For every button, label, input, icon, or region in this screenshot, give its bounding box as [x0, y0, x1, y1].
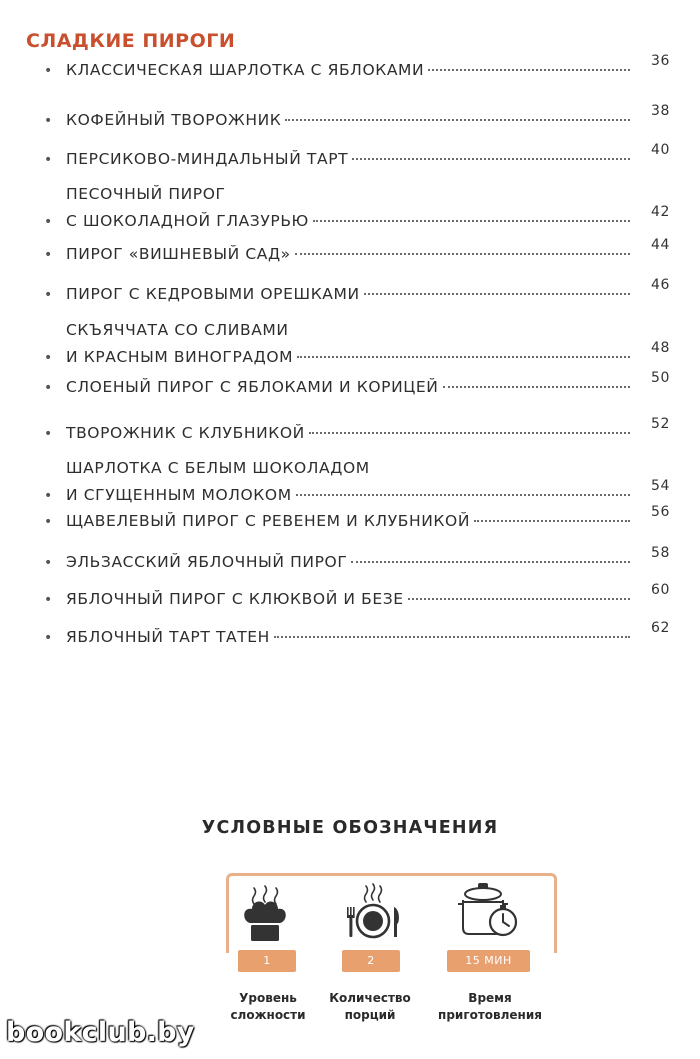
legend-badge: 2 — [342, 950, 400, 972]
toc-entry-title: ЯБЛОЧНЫЙ ПИРОГ С КЛЮКВОЙ И БЕЗЕ — [66, 590, 404, 608]
dot-leader — [352, 158, 630, 160]
toc-entry-title: И КРАСНЫМ ВИНОГРАДОМ — [66, 348, 294, 366]
pot-timer-icon — [455, 880, 527, 946]
bullet-icon: • — [44, 426, 53, 442]
toc-entry-title: ПИРОГ «ВИШНЕВЫЙ САД» — [66, 245, 291, 263]
page-number: 60 — [650, 582, 670, 598]
toc-entry-title: КЛАССИЧЕСКАЯ ШАРЛОТКА С ЯБЛОКАМИ — [66, 61, 425, 79]
legend-badge: 15 МИН — [447, 950, 530, 972]
dot-leader — [351, 561, 630, 563]
bullet-icon: • — [44, 380, 53, 396]
toc-entry-title: ПЕСОЧНЫЙ ПИРОГ — [66, 185, 226, 203]
dot-leader — [428, 69, 630, 71]
dot-leader — [408, 598, 630, 600]
bullet-icon: • — [44, 214, 53, 230]
toc-entry-title: ЩАВЕЛЕВЫЙ ПИРОГ С РЕВЕНЕМ И КЛУБНИКОЙ — [66, 512, 471, 530]
page-number: 50 — [650, 370, 670, 386]
bullet-icon: • — [44, 630, 53, 646]
dot-leader — [285, 119, 630, 121]
toc-entry-title: ЯБЛОЧНЫЙ ТАРТ ТАТЕН — [66, 628, 270, 646]
toc-entry-title: ШАРЛОТКА С БЕЛЫМ ШОКОЛАДОМ — [66, 459, 370, 477]
section-title: СЛАДКИЕ ПИРОГИ — [26, 30, 236, 52]
legend-label: Количество порций — [329, 991, 411, 1022]
toc-entry-title: ЭЛЬЗАССКИЙ ЯБЛОЧНЫЙ ПИРОГ — [66, 553, 348, 571]
page-number: 56 — [650, 504, 670, 520]
toc-entry-title: ПЕРСИКОВО-МИНДАЛЬНЫЙ ТАРТ — [66, 150, 349, 168]
page-number: 54 — [650, 478, 670, 494]
toc-entry-title: КОФЕЙНЫЙ ТВОРОЖНИК — [66, 111, 282, 129]
page-number: 36 — [650, 53, 670, 69]
bullet-icon: • — [44, 152, 53, 168]
dot-leader — [297, 356, 630, 358]
legend-label: Уровень сложности — [230, 991, 306, 1022]
bullet-icon: • — [44, 350, 53, 366]
dot-leader — [443, 386, 630, 388]
bullet-icon: • — [44, 247, 53, 263]
legend-label: Время приготовления — [438, 991, 542, 1022]
dot-leader — [309, 432, 630, 434]
bullet-icon: • — [44, 514, 53, 530]
page-number: 42 — [650, 204, 670, 220]
dot-leader — [313, 220, 630, 222]
toc-entry-title: С ШОКОЛАДНОЙ ГЛАЗУРЬЮ — [66, 212, 309, 230]
page-number: 62 — [650, 620, 670, 636]
bullet-icon: • — [44, 488, 53, 504]
watermark: bookclub.by — [6, 1017, 195, 1048]
toc-entry-title: ПИРОГ С КЕДРОВЫМИ ОРЕШКАМИ — [66, 285, 360, 303]
page-number: 58 — [650, 545, 670, 561]
page-number: 52 — [650, 416, 670, 432]
bullet-icon: • — [44, 287, 53, 303]
page-number: 48 — [650, 340, 670, 356]
toc-entry-title: И СГУЩЕННЫМ МОЛОКОМ — [66, 486, 292, 504]
page-number: 38 — [650, 103, 670, 119]
toc-entry-title: ТВОРОЖНИК С КЛУБНИКОЙ — [66, 424, 305, 442]
bullet-icon: • — [44, 63, 53, 79]
dot-leader — [474, 520, 630, 522]
dot-leader — [295, 253, 630, 255]
chef-hat-icon — [240, 885, 290, 945]
dot-leader — [296, 494, 630, 496]
dot-leader — [364, 293, 630, 295]
legend-badge: 1 — [238, 950, 296, 972]
bullet-icon: • — [44, 113, 53, 129]
plate-cutlery-icon — [340, 883, 406, 943]
dot-leader — [274, 636, 630, 638]
bullet-icon: • — [44, 555, 53, 571]
bullet-icon: • — [44, 592, 53, 608]
toc-entry-title: СКЪЯЧЧАТА СО СЛИВАМИ — [66, 321, 289, 339]
page-number: 44 — [650, 237, 670, 253]
legend-title: УСЛОВНЫЕ ОБОЗНАЧЕНИЯ — [201, 818, 499, 838]
page-number: 40 — [650, 142, 670, 158]
toc-entry-title: СЛОЕНЫЙ ПИРОГ С ЯБЛОКАМИ И КОРИЦЕЙ — [66, 378, 439, 396]
page-number: 46 — [650, 277, 670, 293]
